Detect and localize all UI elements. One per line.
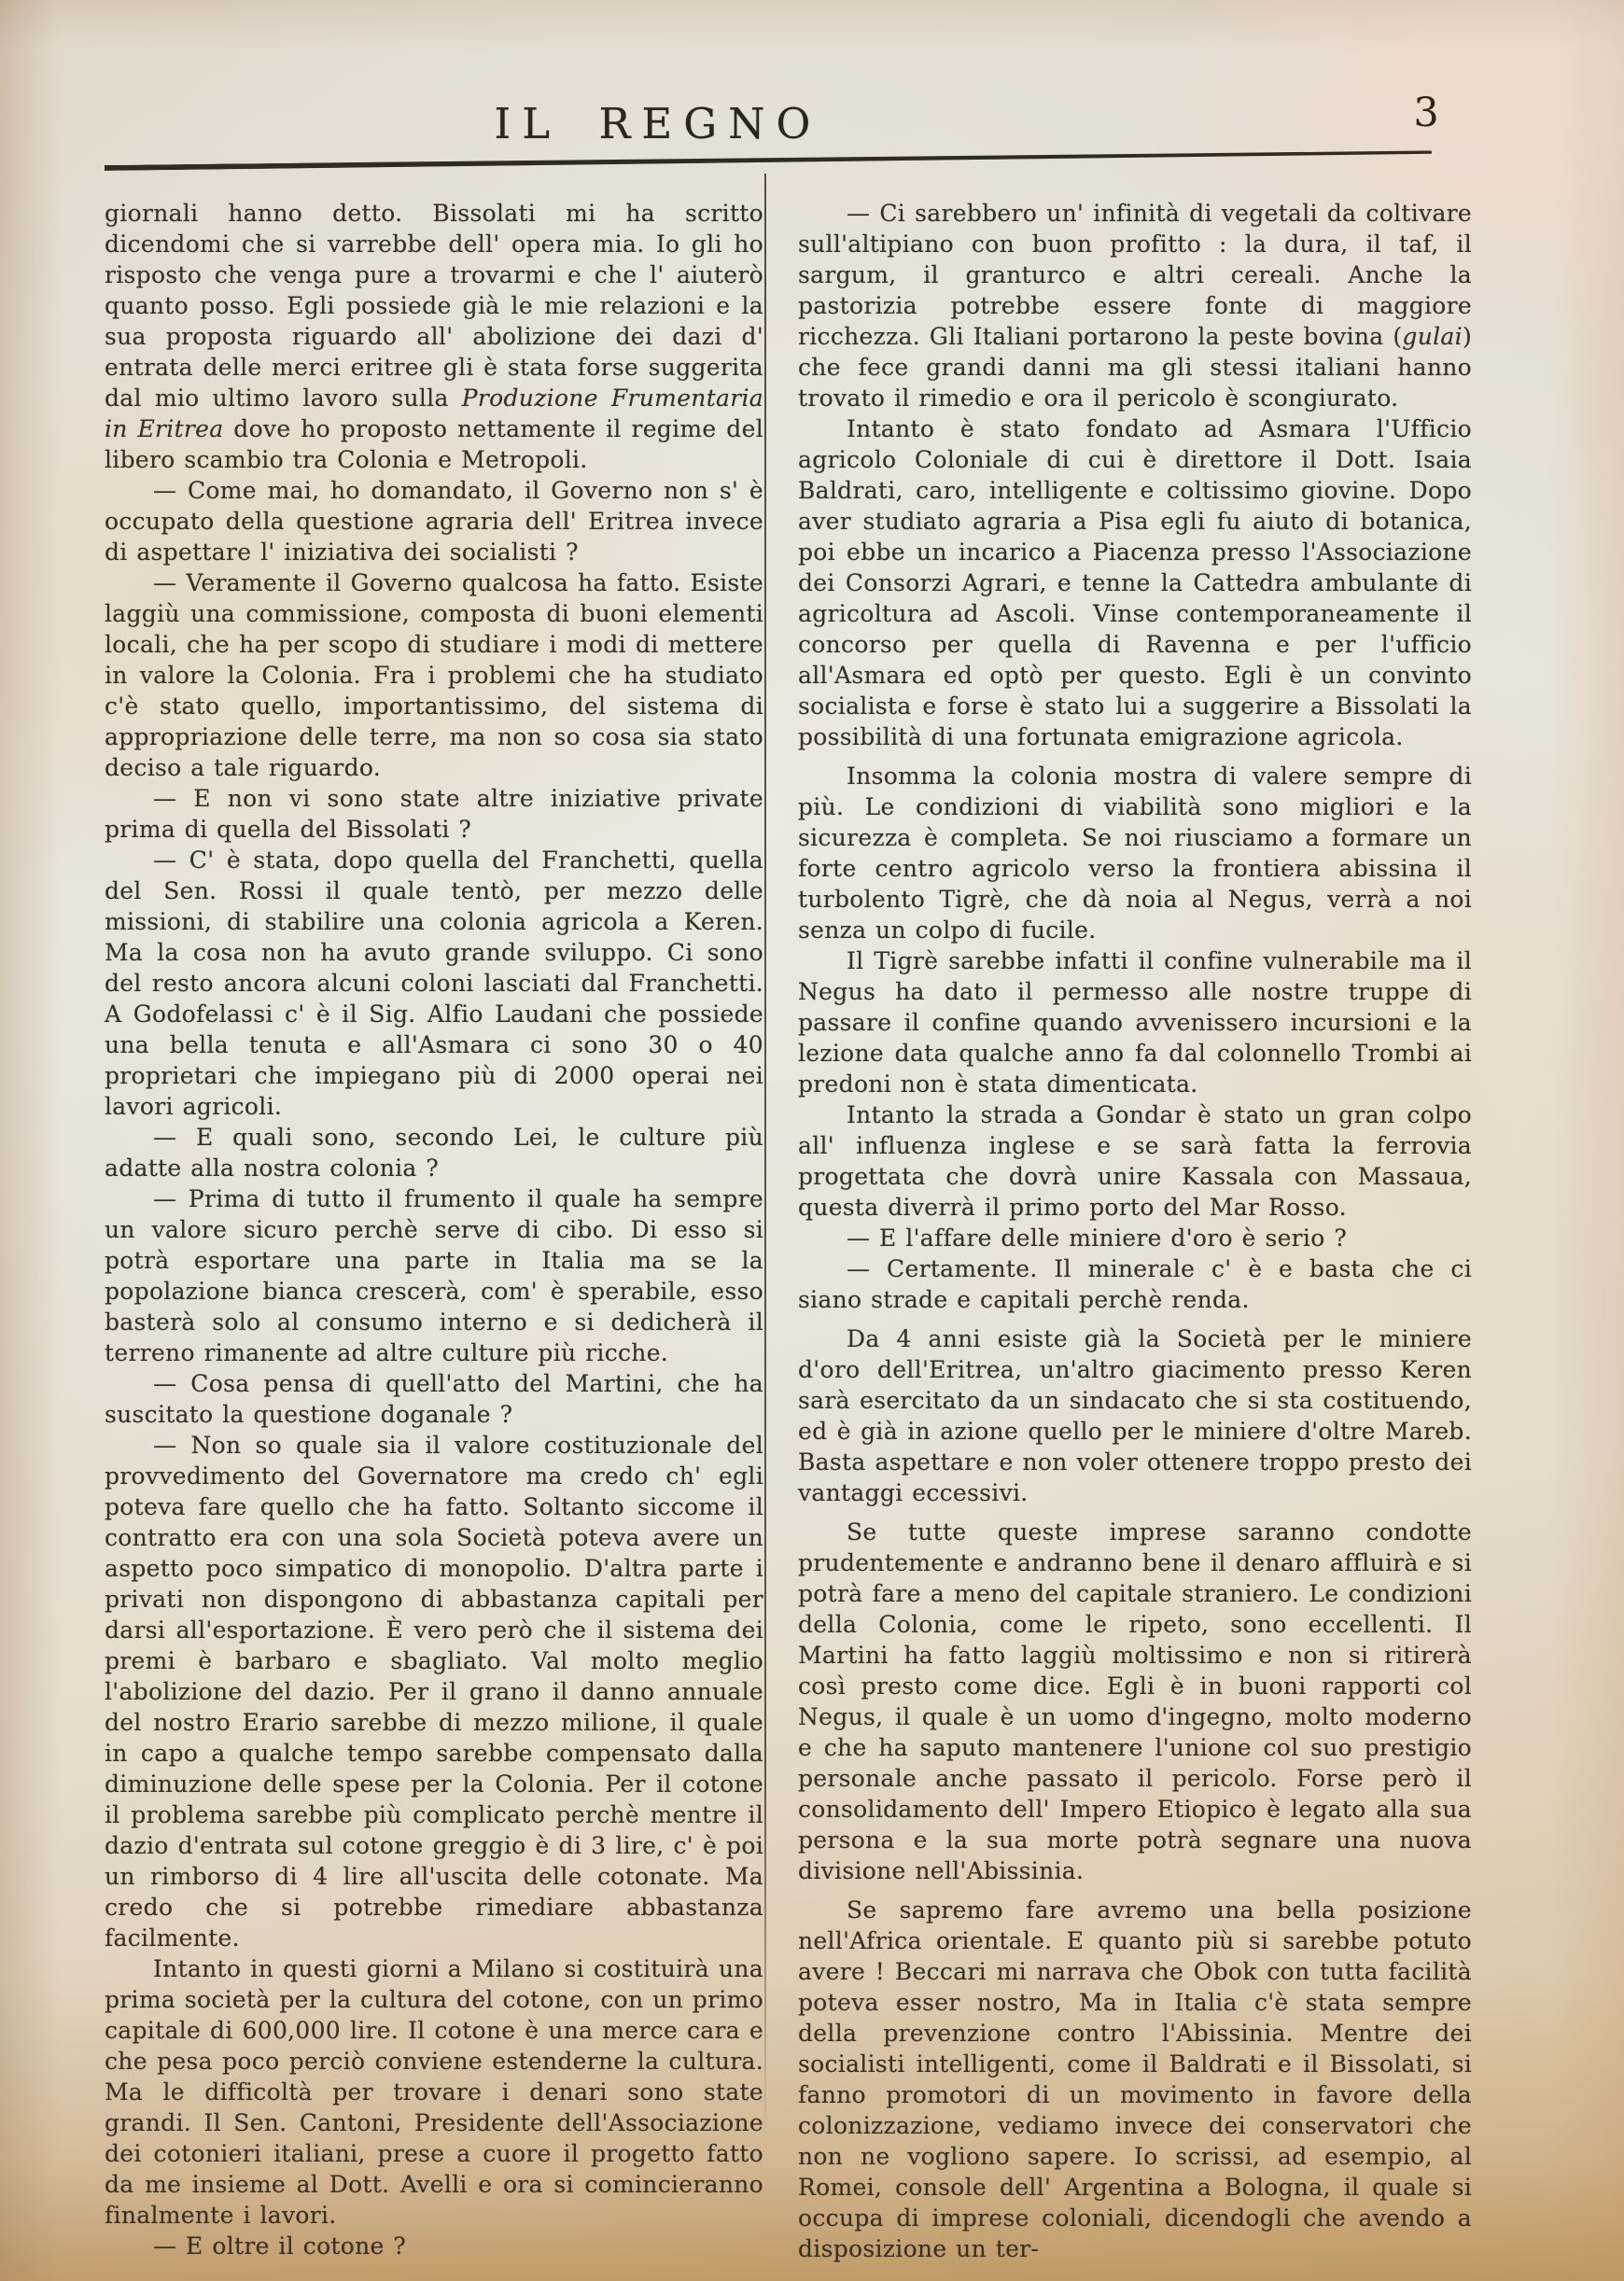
paragraph (798, 1323, 1472, 1508)
page-number: 3 (1413, 90, 1439, 136)
paragraph (105, 198, 763, 475)
text-run: — Certamente. Il minerale c' è e basta che ci siano strade e capitali perchè renda. (798, 1255, 1472, 1313)
right-column (798, 198, 1472, 2264)
paragraph (105, 567, 763, 783)
paragraph (105, 1430, 763, 1953)
paragraph (105, 1183, 763, 1368)
text-run: — E non vi sono state altre iniziative private prima di quella del Bissolati ? (105, 785, 763, 843)
text-run: — Veramente il Governo qualcosa ha fatto. Esiste laggiù una commissione, composta di buoni elementi locali, che ha per scopo di studiare i modi di mettere in valore la Colonia. Fra i problemi che ha studiato c'è stato quello, importantissimo, del sistema di appropriazione delle terre, ma non so cosa sia stato deciso a tale riguardo. (105, 569, 763, 781)
italic-text-run: Produzione Frumentaria in Eritrea (105, 385, 763, 442)
paragraph (105, 1953, 763, 2231)
masthead-title: IL REGNO (494, 99, 822, 148)
paragraph (798, 198, 1472, 413)
text-run: — Prima di tutto il frumento il quale ha sempre un valore sicuro perchè serve di cibo. Di esso si potrà esportare una parte in Italia ma se la popolazione bianca crescerà, com' è sperabile, esso basterà solo al consumo interno e si dedicherà il terreno rimanente ad altre culture più ricche. (105, 1185, 763, 1366)
paragraph (105, 783, 763, 845)
text-run: Intanto è stato fondato ad Asmara l'Ufficio agricolo Coloniale di cui è direttore il Dott. Isaia Baldrati, caro, intelligente e coltissimo giovine. Dopo aver studiato agraria a Pisa egli fu aiuto di botanica, poi ebbe un incarico a Piacenza presso l'Associazione dei Consorzi Agrari, e tenne la Cattedra ambulante di agricoltura ad Ascoli. Vinse contemporaneamente il concorso per quella di Ravenna e per l'ufficio all'Asmara ed optò per questo. Egli è un convinto socialista e forse è stato lui a suggerire a Bissolati la possibilità di una fortunata emigrazione agricola. (798, 415, 1472, 750)
text-run: Intanto in questi giorni a Milano si costituirà una prima società per la cultura del cotone, con un primo capitale di 600,000 lire. Il cotone è una merce cara e che pesa poco perciò conviene estenderne la cultura. Ma le difficoltà per trovare i denari sono state grandi. Il Sen. Cantoni, Presidente dell'Associazione dei cotonieri italiani, prese a cuore il progetto fatto da me insieme al Dott. Avelli e ora si comincieranno finalmente i lavori. (105, 1955, 763, 2229)
paragraph (798, 945, 1472, 1099)
text-run: — Cosa pensa di quell'atto del Martini, che ha suscitato la questione doganale ? (105, 1370, 763, 1428)
text-run: Insomma la colonia mostra di valere sempre di più. Le condizioni di viabilità sono migliori e la sicurezza è completa. Se noi riusciamo a formare un forte centro agricolo verso la frontiera abissina il turbolento Tigrè, che dà noia al Negus, verrà a noi senza un colpo di fucile. (798, 763, 1472, 944)
text-run: — Come mai, ho domandato, il Governo non s' è occupato della questione agraria dell' Eritrea invece di aspettare l' iniziativa dei socialisti ? (105, 477, 763, 566)
text-run: Intanto la strada a Gondar è stato un gran colpo all' influenza inglese e se sarà fatta la ferrovia progettata che dovrà unire Kassala con Massaua, questa diverrà il primo porto del Mar Rosso. (798, 1101, 1472, 1221)
header-rule (105, 149, 1432, 171)
text-run: — E quali sono, secondo Lei, le culture più adatte alla nostra colonia ? (105, 1124, 763, 1182)
text-run: giornali hanno detto. Bissolati mi ha scritto dicendomi che si varrebbe dell' opera mia. Io gli ho risposto che venga pure a trovarmi e che l' aiuterò quanto posso. Egli possiede già le mie relazioni e la sua proposta riguardo all' abolizione dei dazi d' entrata delle merci eritree gli è stata forse suggerita dal mio ultimo lavoro sulla (105, 200, 763, 412)
italic-text-run: gulai (1402, 323, 1463, 350)
text-run: — Ci sarebbero un' infinità di vegetali da coltivare sull'altipiano con buon profitto : la dura, il taf, il sargum, il granturco e altri cereali. Anche la pastorizia potrebbe essere fonte di maggiore ricchezza. Gli Italiani portarono la peste bovina ( (798, 200, 1472, 350)
paragraph (798, 761, 1472, 945)
paragraph (798, 1253, 1472, 1315)
paragraph (105, 2231, 763, 2261)
text-run: Il Tigrè sarebbe infatti il confine vulnerabile ma il Negus ha dato il permesso alle nostre truppe di passare il confine quando avvenissero incursioni e la lezione data qualche anno fa dal colonnello Trombi ai predoni non è stata dimenticata. (798, 947, 1472, 1098)
paragraph (105, 845, 763, 1122)
paragraph (105, 1122, 763, 1183)
paragraph (798, 1223, 1472, 1253)
text-run: — Non so quale sia il valore costituzionale del provvedimento del Governatore ma credo ch' egli poteva fare quello che ha fatto. Soltanto siccome il contratto era con una sola Società poteva avere un aspetto poco simpatico di monopolio. D'altra parte i privati non dispongono di abbastanza capitali per darsi all'esportazione. È vero però che il sistema dei premi è barbaro e sbagliato. Val molto meglio l'abolizione del dazio. Per il grano il danno annuale del nostro Erario sarebbe di mezzo milione, il quale in capo a qualche tempo sarebbe compensato dalla diminuzione delle spese per la Colonia. Per il cotone il problema sarebbe più complicato perchè mentre il dazio d'entrata sul cotone greggio è di 3 lire, c' è poi un rimborso di 4 lire all'uscita delle cotonate. Ma credo che si potrebbe rimediare abbastanza facilmente. (105, 1432, 763, 1952)
text-run: ) che fece grandi danni ma gli stessi italiani hanno trovato il rimedio e ora il pericolo è scongiurato. (798, 323, 1472, 412)
text-run: Se tutte queste imprese saranno condotte prudentemente e andranno bene il denaro affluirà e si potrà fare a meno del capitale straniero. Le condizioni della Colonia, come le ripeto, sono eccellenti. Il Martini ha fatto laggiù moltissimo e non si ritirerà così presto come dice. Egli è in buoni rapporti col Negus, il quale è un uomo d'ingegno, molto moderno e che ha saputo mantenere l'unione col suo prestigio personale anche passato il pericolo. Forse però il consolidamento dell' Impero Etiopico è legato alla sua persona e la sua morte potrà segnare una nuova divisione nell'Abissinia. (798, 1518, 1472, 1884)
paragraph (798, 413, 1472, 752)
text-run: — E oltre il cotone ? (153, 2232, 407, 2260)
paragraph (798, 1099, 1472, 1223)
text-run: dove ho proposto nettamente il regime del libero scambio tra Colonia e Metropoli. (105, 415, 763, 473)
text-run: Se sapremo fare avremo una bella posizione nell'Africa orientale. E quanto più si sarebbe potuto avere ! Beccari mi narrava che Obok con tutta facilità poteva esser nostro, Ma in Italia c'è stata sempre della prevenzione contro l'Abissinia. Mentre dei socialisti intelligenti, come il Baldrati e il Bissolati, si fanno promotori di un movimento in favore della colonizzazione, vediamo invece dei conservatori che non ne vogliono sapere. Io scrissi, ad esempio, al Romei, console dell' Argentina a Bologna, il quale si occupa di imprese coloniali, dicendogli che avendo a disposizione un ter- (798, 1896, 1472, 2262)
paragraph (105, 1368, 763, 1430)
left-column (105, 198, 763, 2261)
paragraph (105, 475, 763, 567)
text-run: — E l'affare delle miniere d'oro è serio ? (847, 1224, 1348, 1252)
paragraph (798, 1517, 1472, 1886)
paragraph (798, 1895, 1472, 2264)
column-divider (764, 174, 766, 2141)
text-run: — C' è stata, dopo quella del Franchetti, quella del Sen. Rossi il quale tentò, per mezzo delle missioni, di stabilire una colonia agricola a Keren. Ma la cosa non ha avuto grande sviluppo. Ci sono del resto ancora alcuni coloni lasciati dal Franchetti. A Godofelassi c' è il Sig. Alfio Laudani che possiede una bella tenuta e all'Asmara ci sono 30 o 40 proprietari che impiegano più di 2000 operai nei lavori agricoli. (105, 847, 763, 1120)
text-run: Da 4 anni esiste già la Società per le miniere d'oro dell'Eritrea, un'altro giacimento presso Keren sarà esercitato da un sindacato che si sta costituendo, ed è già in azione quello per le miniere d'oltre Mareb. Basta aspettare e non voler ottenere troppo presto dei vantaggi eccessivi. (798, 1325, 1472, 1506)
